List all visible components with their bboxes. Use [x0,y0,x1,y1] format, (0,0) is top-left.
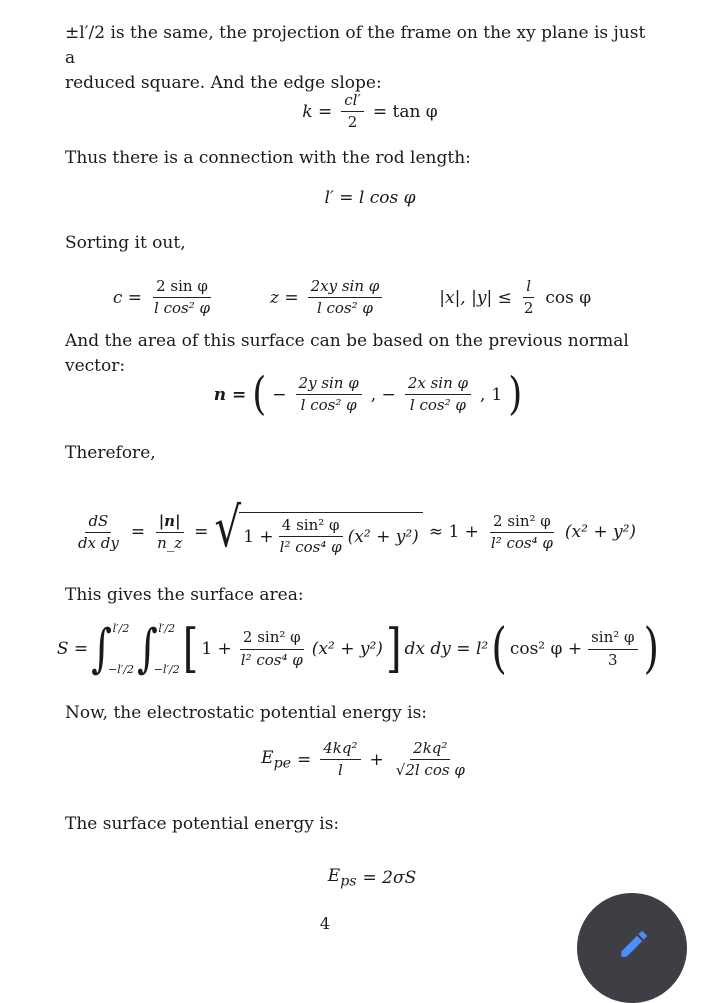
denominator: l [337,761,343,780]
denominator: dx dy [77,533,119,552]
fraction [308,278,383,318]
eq-lhs: k = [302,101,333,122]
equation-surface-energy [12,866,720,889]
paragraph-surface-potential: The surface potential energy is: [65,814,340,834]
approx: ≈ 1 + [428,522,479,543]
denominator: √2l cos φ [395,761,465,780]
paragraph-normal-vector: And the area of this surface can be based on the previous normal vector: [65,331,629,376]
paragraph-electrostatic: Now, the electrostatic potential energy is: [65,703,428,723]
eq-lhs [328,866,357,889]
symbol: E [327,866,341,886]
term: 1 + [201,639,232,659]
integral: ∫ l′/2 −l′/2 [91,619,134,679]
numerator: 2kq² [410,740,450,760]
paragraph-surface-area: This gives the surface area: [65,585,304,605]
numerator: sin² φ [588,629,637,649]
fraction [238,629,306,669]
text-line: reduced square. And the edge slope: [65,73,382,93]
numerator: 2y sin φ [296,375,362,395]
eq-lhs [261,748,291,771]
equation-electrostatic-energy: $E_{pe}$ = $\frac{\text{4kq²}}{l}$ + $\frac{\text{2kq²}}{\text{√2l cos φ}}$ [6,740,720,780]
text-line: ±l′/2 is the same, the projection of the frame on the xy plane is just a [65,23,646,68]
numerator: 2 sin² φ [240,629,304,649]
fraction [393,740,468,780]
subscript: ps [340,873,357,890]
fraction [75,513,122,553]
denominator: l cos² φ [300,396,357,415]
eq-lhs: S = [56,639,89,659]
eq-rhs: cos φ [545,287,592,308]
fraction [320,740,360,780]
denominator: 2 [523,299,534,318]
fraction [154,513,185,553]
denominator: l cos² φ [316,299,373,318]
eq-rhs: = 2σS [362,867,417,888]
symbol: E [261,748,274,769]
denominator: 2 [347,113,358,132]
denominator: l² cos⁴ φ [490,533,553,552]
numerator: dS [85,513,111,533]
eq-lhs: |x|, |y| ≤ [439,287,512,308]
fraction [277,517,345,557]
page-number: 4 [319,914,331,933]
paragraph-therefore: Therefore, [65,443,156,463]
numerator: 2 sin φ [153,278,211,298]
paragraph-sorting: Sorting it out, [65,233,186,253]
fraction [405,375,471,415]
component: 1 [491,384,503,405]
integral: ∫ l′/2 −l′/2 [136,619,180,679]
numerator: 2 sin² φ [490,513,554,533]
eq-lhs: c = [112,287,142,308]
fraction [341,92,364,132]
equation-l-prime: l′ = l cos φ [324,188,416,208]
equation-edge-slope [10,92,720,132]
upper-limit: l′/2 [112,622,130,635]
subscript: pe [273,755,292,772]
pencil-icon [617,927,651,961]
numerator: cl′ [341,92,364,112]
equation-normal-vector: n = ( − $\frac{\text{2y sin φ}}{\text{l cos² φ}}$ , − $\frac{\text{2x sin φ}}{\text{l cos² φ}}$ , 1 ) [213,368,523,420]
eq-lhs: n = [213,384,247,405]
numerator: 4kq² [320,740,360,760]
fraction [151,278,213,318]
edit-fab-button[interactable] [577,893,687,1003]
term: dx dy = l² [404,639,489,659]
numerator: 2xy sin φ [308,278,383,298]
upper-limit: l′/2 [158,622,176,635]
term: (x² + y²) [311,639,383,659]
term: cos² φ + [509,639,583,659]
lower-limit: −l′/2 [153,663,180,676]
numerator: 2x sin φ [405,375,471,395]
paragraph-projection [65,21,655,96]
numerator: |n| [156,513,184,533]
term: (x² + y²) [564,522,637,543]
fraction [521,278,537,318]
denominator: 3 [608,650,618,669]
denominator: l² cos⁴ φ [240,650,303,669]
denominator: l cos² φ [409,396,466,415]
numerator: 4 sin² φ [279,517,343,537]
paren-close: ) [508,368,523,420]
denominator: n_z [157,533,183,552]
equation-c-z [0,278,712,318]
square-root: √ 1 + $\frac{\text{4 sin² φ}}{\text{l² cos⁴ φ}}$ (x² + y²) [214,508,422,557]
term: (x² + y²) [347,526,419,547]
lower-limit: −l′/2 [108,663,134,676]
denominator: l cos² φ [154,299,210,318]
paragraph-rod-length: Thus there is a connection with the rod length: [65,148,471,168]
fraction [296,375,362,415]
eq-lhs: z = [269,287,299,308]
fraction [588,629,637,669]
denominator: l² cos⁴ φ [279,538,342,557]
equation-surface-integral: S = ∫ l′/2 −l′/2 ∫ l′/2 −l′/2 [ 1 + $\frac{\text{2 sin² φ}}{\text{l² cos⁴ φ}}$ (x² + y²) ] dx dy = l² ( cos² φ + $\frac{\text{sin² φ}}{3}$ ) [56,617,660,681]
numerator: l [523,278,534,298]
equation-surface-element: $\frac{dS}{\text{dx dy}}$ = $\frac{|n|}{n\_z}$ = √ 1 + $\frac{\text{4 sin² φ}}{\text{l² cos⁴ φ}}$ (x² + y²) ≈ 1 + $\frac{\text{2 sin² φ}}{\text{l² cos⁴ φ}}$ (x² + y²) [0,508,714,557]
fraction [488,513,556,553]
term: 1 + [243,526,274,547]
eq-rhs: = tan φ [372,101,438,122]
paren-open: ( [252,368,267,420]
